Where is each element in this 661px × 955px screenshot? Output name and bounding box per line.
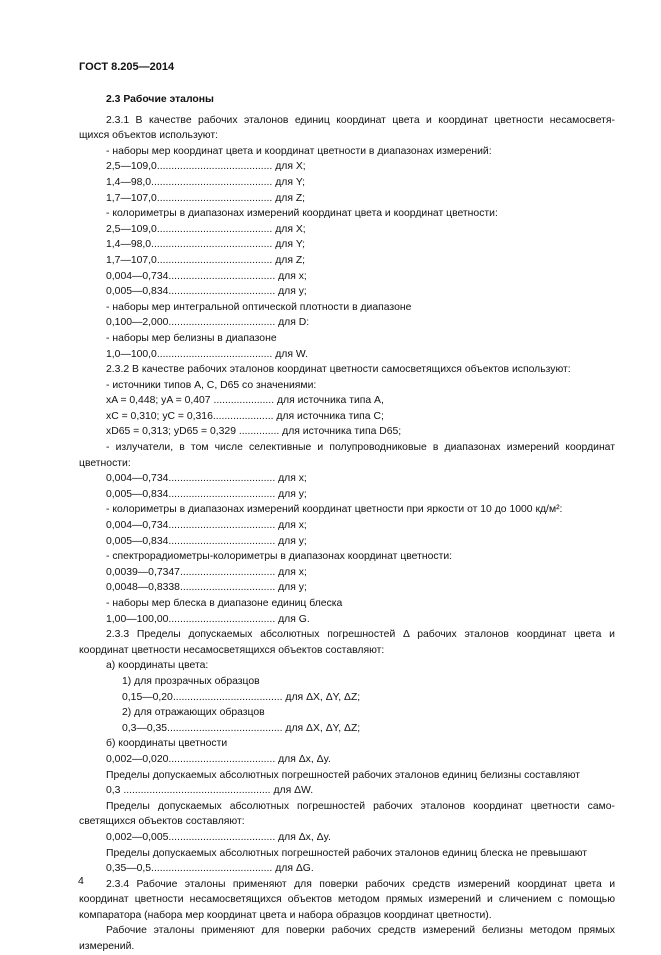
text-line: 2.3.2 В качестве рабочих эталонов координат цветности самосветящихся объектов используют: (106, 364, 571, 376)
text-line: 2.3.3 Пределы допускаемых абсолютных погрешностей Δ рабочих эталонов координат цвета и (106, 629, 615, 641)
text-line: 1,7—107,0........................................ для Z; (106, 192, 306, 204)
text-line: 0,002—0,005..................................... для Δx, Δy. (106, 831, 331, 843)
text-line: координат цветности несамосветящихся объектов методом прямых измерений и сличением с помощью (79, 894, 615, 906)
text-line: - колориметры в диапазонах измерений координат цвета и координат цветности: (106, 208, 498, 220)
text-line: 0,004—0,734..................................... для x; (106, 473, 307, 485)
text-line: 0,100—2,000..................................... для D: (106, 317, 310, 329)
text-line: 0,3—0,35........................................ для ΔX, ΔY, ΔZ; (122, 722, 361, 734)
text-line: цветности: (79, 457, 131, 469)
text-line: - излучатели, в том числе селективные и полупроводниковые в диапазонах измерений координат (106, 442, 615, 454)
text-line: компаратора (набора мер координат цвета и набора образцов координат цветности). (79, 909, 492, 921)
document-body (79, 92, 615, 955)
text-line: - наборы мер интегральной оптической плотности в диапазоне (106, 301, 412, 313)
text-line: xD65 = 0,313; yD65 = 0,329 .............. для источника типа D65; (106, 426, 402, 438)
text-line: - наборы мер блеска в диапазоне единиц блеска (106, 598, 343, 609)
text-line: 0,0039—0,7347................................. для x; (106, 566, 307, 578)
text-line: 1) для прозрачных образцов (122, 675, 260, 687)
text-line: 2) для отражающих образцов (122, 707, 265, 719)
text-line: - колориметры в диапазонах измерений координат цветности при яркости от 10 до 1000 кд/м²: (106, 504, 563, 516)
text-line: 2.3 Рабочие эталоны (106, 94, 214, 105)
text-line: светящихся объектов составляют: (79, 816, 245, 828)
page-number: 4 (78, 875, 84, 887)
text-line: - наборы мер белизны в диапазоне (106, 332, 277, 344)
text-line: а) координаты цвета: (106, 660, 209, 672)
text-line: 0,35—0,5.......................................... для ΔG. (106, 863, 314, 875)
text-line: б) координаты цветности (106, 738, 228, 750)
text-line: 1,4—98,0.......................................... для Y; (106, 239, 305, 251)
text-line: щихся объектов используют: (79, 130, 218, 142)
text-line: 0,004—0,734..................................... для x; (106, 270, 307, 282)
text-line: 0,005—0,834..................................... для y; (106, 286, 307, 298)
text-line: - спектрорадиометры-колориметры в диапазонах координат цветности: (106, 551, 453, 563)
text-line: Пределы допускаемых абсолютных погрешностей рабочих эталонов координат цветности само- (106, 800, 615, 812)
text-line: 0,15—0,20...................................... для ΔX, ΔY, ΔZ; (122, 691, 361, 703)
document-header: ГОСТ 8.205—2014 (79, 61, 175, 73)
text-line: 1,4—98,0.......................................... для Y; (106, 176, 305, 188)
text-line: Пределы допускаемых абсолютных погрешностей рабочих эталонов единиц белизны составляют (106, 769, 581, 781)
text-line: - источники типов A, C, D65 со значениями: (106, 379, 317, 391)
text-line: 0,004—0,734..................................... для x; (106, 520, 307, 532)
text-line: 0,3 ................................................... для ΔW. (106, 785, 314, 797)
text-line: - наборы мер координат цвета и координат цветности в диапазонах измерений: (106, 145, 492, 157)
text-line: 0,0048—0,8338................................. для y; (106, 582, 307, 594)
text-line: xC = 0,310; yC = 0,316..................... для источника типа C; (106, 410, 384, 422)
text-line: 1,00—100,00..................................... для G. (106, 613, 310, 625)
text-line: 1,7—107,0........................................ для Z; (106, 254, 306, 266)
text-line: 0,005—0,834..................................... для y; (106, 535, 307, 547)
text-line: 0,002—0,020..................................... для Δx, Δy. (106, 753, 331, 765)
text-line: 2,5—109,0........................................ для X; (106, 161, 306, 173)
text-line: 2.3.1 В качестве рабочих эталонов единиц координат цвета и координат цветности несамосветя- (106, 114, 615, 126)
text-line: координат цветности несамосветящихся объектов составляют: (79, 644, 385, 656)
text-line: измерений. (79, 941, 135, 953)
text-line: 2,5—109,0........................................ для X; (106, 223, 306, 235)
text-line: 1,0—100,0........................................ для W. (106, 348, 308, 360)
text-line: 0,005—0,834..................................... для y; (106, 488, 307, 500)
text-line: Пределы допускаемых абсолютных погрешностей рабочих эталонов единиц блеска не превышают (106, 847, 588, 859)
text-line: xA = 0,448; yA = 0,407 ..................... для источника типа A, (106, 395, 384, 407)
text-line: 2.3.4 Рабочие эталоны применяют для поверки рабочих средств измерений координат цвета и (106, 878, 615, 890)
text-line: Рабочие эталоны применяют для поверки рабочих средств измерений белизны методом прямых (106, 925, 615, 937)
